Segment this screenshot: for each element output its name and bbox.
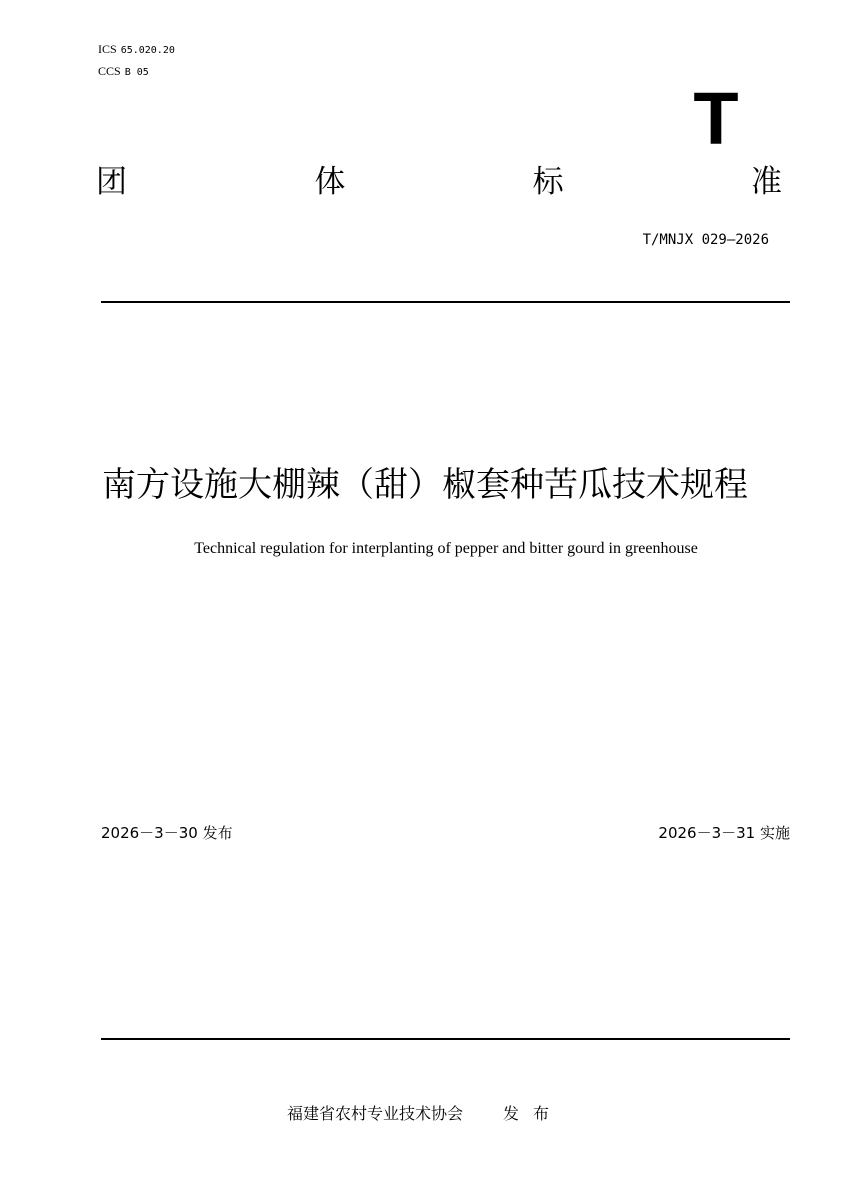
ccs-label: CCS xyxy=(98,64,121,78)
ics-code: 65.020.20 xyxy=(120,45,175,56)
standard-type-char: 团 xyxy=(96,164,127,200)
issue-date: 2026－3－30 发布 xyxy=(101,824,233,842)
ics-label: ICS xyxy=(98,42,117,56)
standard-type-char: 标 xyxy=(532,164,564,200)
implementation-date: 2026－3－31 实施 xyxy=(658,824,790,842)
publisher-line xyxy=(0,1101,850,1124)
standard-type-heading xyxy=(96,162,782,202)
standard-type-char: 体 xyxy=(314,164,346,200)
document-title-chinese: 南方设施大棚辣（甜）椒套种苦瓜技术规程 xyxy=(102,465,748,505)
publish-action: 发布 xyxy=(503,1104,564,1123)
document-title-english: Technical regulation for interplanting of pepper and bitter gourd in greenhouse xyxy=(194,540,698,557)
ccs-code: B 05 xyxy=(124,67,149,78)
ics-line xyxy=(98,42,175,58)
footer-divider xyxy=(101,1038,790,1040)
standard-number: T/MNJX 029—2026 xyxy=(642,232,769,248)
header-divider xyxy=(101,301,790,303)
standard-type-mark: T xyxy=(693,77,739,160)
standard-type-char: 准 xyxy=(750,164,782,200)
ccs-line xyxy=(98,64,149,80)
publisher-organization: 福建省农村专业技术协会 xyxy=(286,1104,463,1123)
